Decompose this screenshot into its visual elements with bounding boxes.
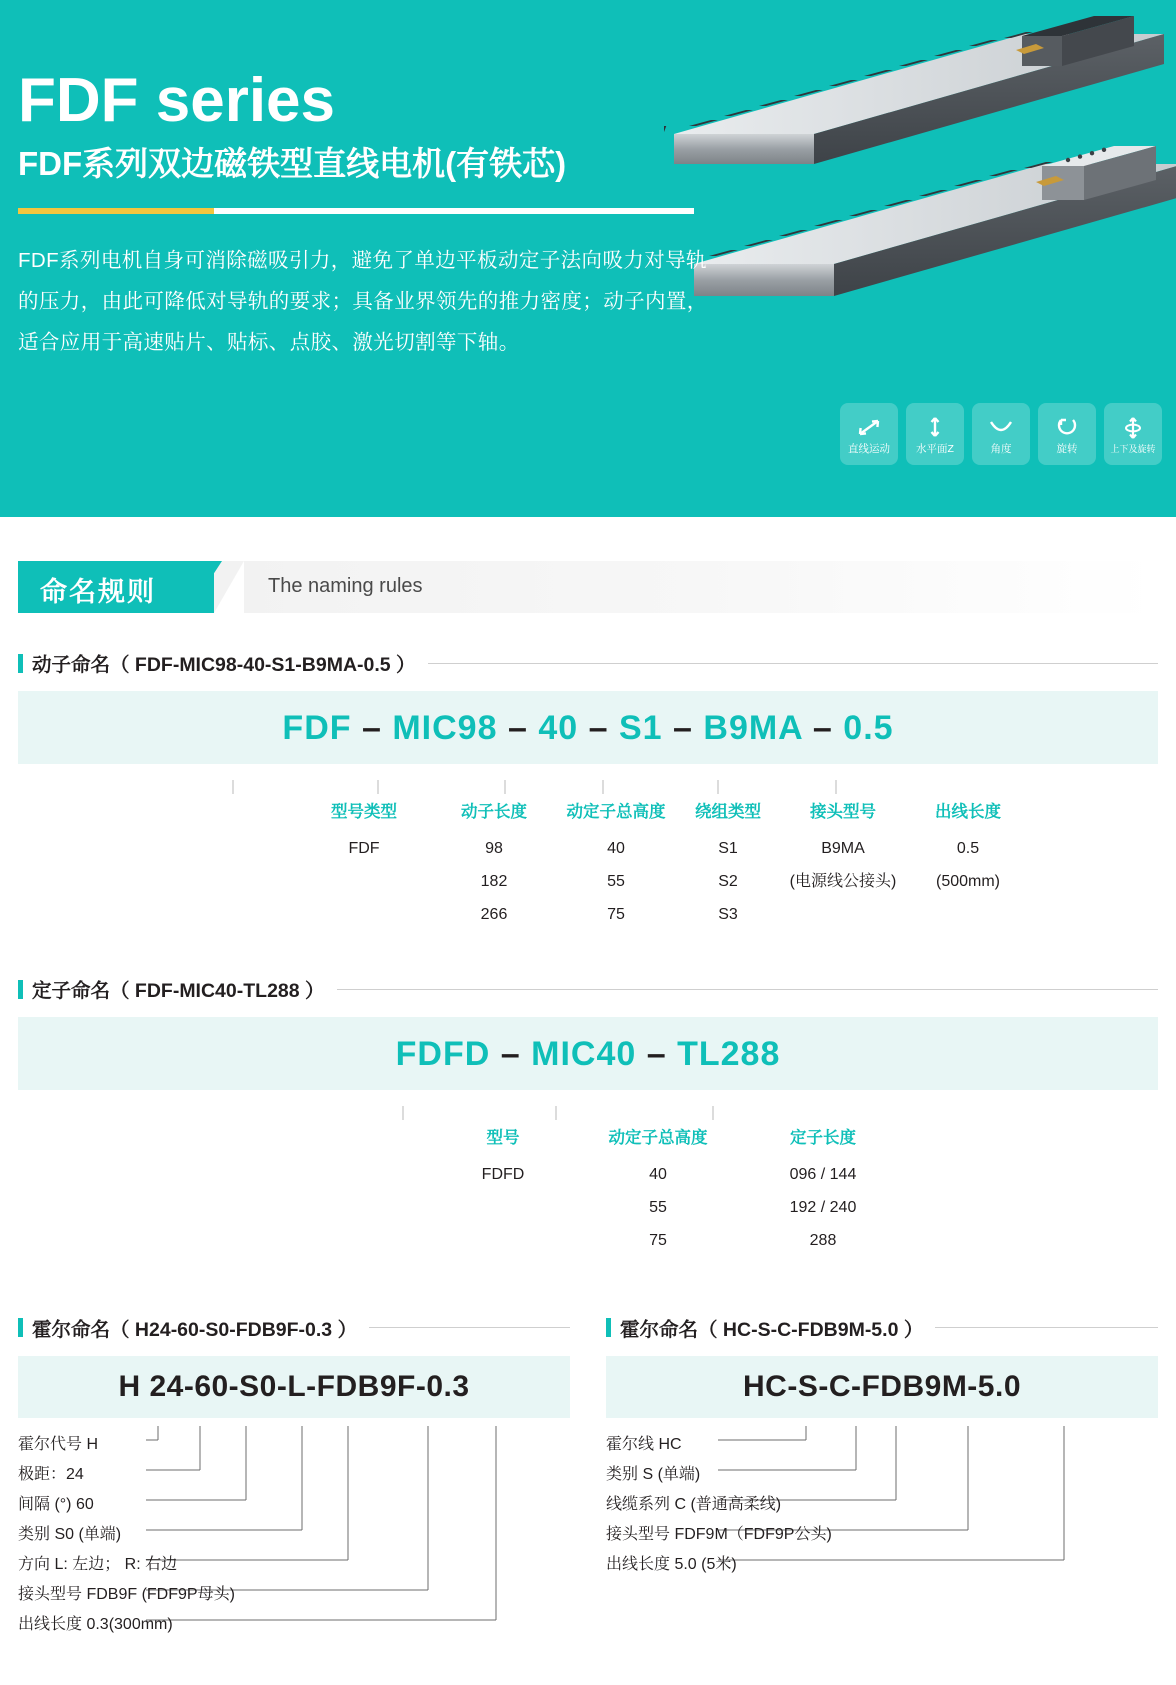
product-description: FDF系列电机自身可消除磁吸引力，避免了单边平板动定子法向吸力对导轨的压力，由此可降低对导轨的要求；具备业界领先的推力密度；动子内置，适合应用于高速贴片、贴标、点胶、激光切割等下轴。 xyxy=(18,249,708,355)
mover-code-line xyxy=(18,709,1158,748)
stator-code-line xyxy=(18,1035,1158,1074)
stator-legend-col-0 xyxy=(428,1124,578,1257)
stator-legend-val-1-0: 40 xyxy=(649,1166,667,1184)
stator-code-part-4: TL288 xyxy=(677,1035,781,1074)
hall-left-item-5: 接头型号 FDB9F (FDF9P母头) xyxy=(18,1585,235,1603)
mover-legend-val-1-0: 98 xyxy=(485,840,503,857)
mover-legend-col-0 xyxy=(294,798,434,931)
angle-icon xyxy=(972,403,1030,465)
stator-legend-val-1-2: 75 xyxy=(649,1231,667,1249)
hall-right-item-0: 霍尔线 HC xyxy=(606,1435,682,1453)
stator-code-part-3: – xyxy=(646,1035,667,1074)
title-rule xyxy=(428,663,1158,664)
hall-right-item-1: 类别 S (单端) xyxy=(606,1465,701,1483)
mover-legend-val-5-0: 0.5 xyxy=(956,840,980,857)
linear-motion-label: 直线运动 xyxy=(848,442,890,455)
mover-code-part-2: MIC98 xyxy=(392,709,498,747)
motion-icon-strip xyxy=(840,403,1162,465)
stator-legend xyxy=(18,1106,1158,1257)
title-rule xyxy=(935,1327,1158,1328)
mover-legend-head-5: 出线长度 xyxy=(935,803,1001,821)
mover-legend-row xyxy=(18,798,1158,931)
mover-legend-val-2-2: 75 xyxy=(607,905,625,923)
hall-right-legend xyxy=(606,1426,1158,1651)
mover-legend-val-0-0: FDF xyxy=(348,840,380,857)
mover-legend-head-2: 动定子总高度 xyxy=(566,803,666,821)
hall-naming-row xyxy=(18,1314,1158,1651)
mover-naming-title xyxy=(18,649,1158,677)
hall-left-item-1: 极距：24 xyxy=(18,1465,84,1483)
page-subtitle: FDF系列双边磁铁型直线电机(有铁芯) xyxy=(18,145,567,182)
section-tab-slash-inner xyxy=(214,561,244,613)
bullet-mark xyxy=(18,980,23,999)
hall-left-item-0: 霍尔代号 H xyxy=(18,1435,99,1453)
stator-code-panel xyxy=(18,1017,1158,1090)
stator-code-part-1: – xyxy=(500,1035,521,1074)
mover-legend-val-3-0: S1 xyxy=(718,840,738,857)
mover-code-part-3: – xyxy=(507,709,528,747)
stator-naming-title-text: 定子命名（ FDF-MIC40-TL288 ） xyxy=(32,980,325,1003)
mover-code-part-8: B9MA xyxy=(703,709,803,747)
hall-left-title-text: 霍尔命名（ H24-60-S0-FDB9F-0.3 ） xyxy=(32,1318,358,1341)
section-english-label: The naming rules xyxy=(268,575,423,597)
mover-legend-val-2-0: 40 xyxy=(607,840,625,857)
stator-legend-val-1-1: 55 xyxy=(649,1199,667,1217)
hall-left-code: H 24-60-S0-L-FDB9F-0.3 xyxy=(18,1356,570,1418)
hero-banner xyxy=(0,0,1176,517)
stator-legend-col-1 xyxy=(578,1124,738,1257)
stator-legend-head-2: 定子长度 xyxy=(790,1129,856,1148)
hall-right-item-3: 接头型号 FDF9M（FDF9P公头) xyxy=(606,1525,832,1543)
stator-legend-val-2-1: 192 / 240 xyxy=(789,1199,857,1217)
stator-legend-val-2-0: 096 / 144 xyxy=(789,1166,857,1184)
mover-legend-val-5-1: (500mm) xyxy=(935,872,1000,890)
mover-code-panel xyxy=(18,691,1158,764)
mover-legend-col-3 xyxy=(678,798,778,931)
bullet-mark xyxy=(18,654,23,673)
mover-legend-col-1 xyxy=(434,798,554,931)
hall-right-code: HC-S-C-FDB9M-5.0 xyxy=(606,1356,1158,1418)
mover-code-part-5: – xyxy=(588,709,609,747)
page-title: FDF series xyxy=(18,66,336,135)
mover-legend-val-1-1: 182 xyxy=(480,872,508,890)
section-tab-label: 命名规则 xyxy=(40,577,156,607)
mover-legend-head-3: 绕组类型 xyxy=(695,803,761,821)
mover-code-part-0: FDF xyxy=(282,709,352,747)
mover-legend-val-3-1: S2 xyxy=(718,872,738,890)
rotation-icon xyxy=(1038,403,1096,465)
hall-right-column xyxy=(606,1314,1158,1651)
hall-right-item-4: 出线长度 5.0 (5米) xyxy=(606,1555,737,1573)
hall-left-item-2: 间隔 (°) 60 xyxy=(18,1495,94,1513)
mover-code-part-10: 0.5 xyxy=(843,709,894,747)
naming-rules-section xyxy=(0,561,1176,1685)
mover-legend-head-4: 接头型号 xyxy=(810,803,876,821)
updown-rotation-label: 上下及旋转 xyxy=(1110,443,1156,454)
section-header xyxy=(18,561,1158,613)
stator-legend-col-2 xyxy=(738,1124,908,1257)
stator-legend-head-1: 动定子总高度 xyxy=(608,1129,708,1148)
mover-legend xyxy=(18,780,1158,931)
mover-legend-val-3-2: S3 xyxy=(718,905,738,923)
stator-legend-val-0-0: FDFD xyxy=(481,1166,525,1184)
bullet-mark xyxy=(606,1318,611,1337)
rotation-label: 旋转 xyxy=(1056,442,1078,455)
mover-legend-col-5 xyxy=(908,798,1028,931)
footer-spacer xyxy=(18,1651,1158,1685)
updown-rotation-icon xyxy=(1104,403,1162,465)
mover-legend-val-4-0: B9MA xyxy=(821,840,865,857)
mover-code-part-4: 40 xyxy=(538,709,579,747)
title-divider xyxy=(18,208,694,214)
hall-right-item-2: 线缆系列 C (普通高柔线) xyxy=(606,1495,782,1513)
mover-naming-title-text: 动子命名（ FDF-MIC98-40-S1-B9MA-0.5 ） xyxy=(32,654,416,676)
mover-legend-head-1: 动子长度 xyxy=(461,803,527,821)
mover-code-part-6: S1 xyxy=(618,709,663,747)
bullet-mark xyxy=(18,1318,23,1337)
horizontal-z-icon xyxy=(906,403,964,465)
title-rule xyxy=(369,1327,570,1328)
mover-code-part-1: – xyxy=(361,709,382,747)
mover-legend-val-4-1: (电源线公接头) xyxy=(789,872,897,890)
stator-code-part-2: MIC40 xyxy=(531,1035,637,1074)
hall-left-title xyxy=(18,1314,570,1342)
horizontal-z-label: 水平面Z xyxy=(916,442,954,455)
mover-code-part-7: – xyxy=(673,709,693,747)
mover-legend-col-2 xyxy=(554,798,678,931)
hall-right-title xyxy=(606,1314,1158,1342)
stator-legend-row xyxy=(18,1124,1158,1257)
hall-left-column xyxy=(18,1314,570,1651)
mover-legend-val-1-2: 266 xyxy=(480,905,508,923)
mover-legend-col-4 xyxy=(778,798,908,931)
stator-legend-val-2-2: 288 xyxy=(809,1231,837,1249)
linear-motion-icon xyxy=(840,403,898,465)
stator-naming-title xyxy=(18,975,1158,1003)
title-rule xyxy=(337,989,1158,990)
hall-left-item-6: 出线长度 0.3(300mm) xyxy=(18,1615,173,1633)
hall-left-item-4: 方向 L: 左边； R: 右边 xyxy=(18,1555,178,1573)
hall-left-item-3: 类别 S0 (单端) xyxy=(18,1525,122,1543)
mover-legend-head-0: 型号类型 xyxy=(331,803,397,821)
angle-label: 角度 xyxy=(990,442,1012,455)
stator-legend-head-0: 型号 xyxy=(486,1129,520,1148)
stator-code-part-0: FDFD xyxy=(395,1035,491,1074)
mover-legend-val-2-1: 55 xyxy=(607,872,625,890)
mover-code-part-9: – xyxy=(812,709,833,747)
hall-right-title-text: 霍尔命名（ HC-S-C-FDB9M-5.0 ） xyxy=(620,1318,924,1341)
hall-left-legend xyxy=(18,1426,570,1651)
